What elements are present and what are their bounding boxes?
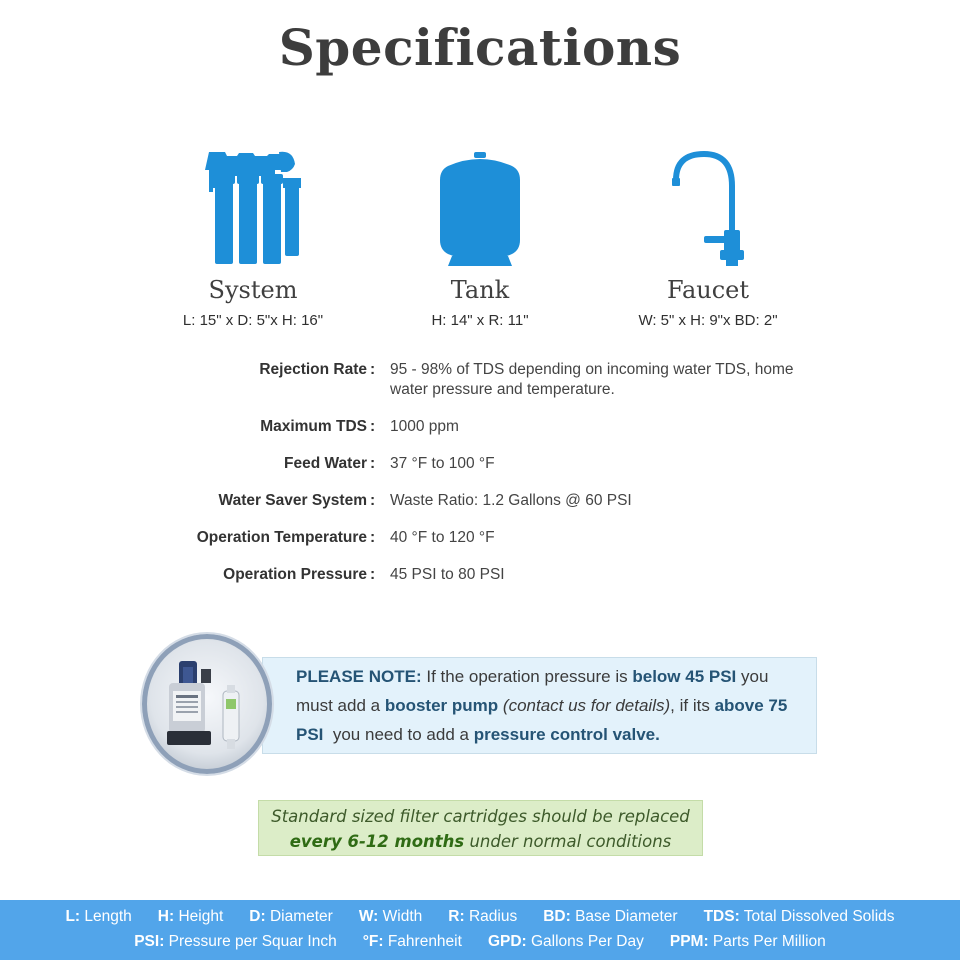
product-tank <box>350 140 610 329</box>
spec-label: Operation Pressure <box>223 566 367 583</box>
note-emphasis: booster pump <box>384 696 499 715</box>
spec-value: 1000 ppm <box>390 418 459 435</box>
legend-meaning: Base Diameter <box>570 908 678 925</box>
note-text-part: If the operation pressure is <box>421 667 633 686</box>
legend-key: TDS: <box>703 908 740 925</box>
legend-item <box>65 908 131 926</box>
spec-row <box>150 528 830 548</box>
legend-item <box>670 933 826 951</box>
product-name: System <box>208 276 298 304</box>
legend-meaning: Pressure per Squar Inch <box>164 933 337 950</box>
specs-table <box>150 360 830 602</box>
spec-value: 37 °F to 100 °F <box>390 455 495 472</box>
legend-item <box>158 908 223 926</box>
legend-meaning: Fahrenheit <box>383 933 462 950</box>
legend-item <box>134 933 336 951</box>
legend-meaning: Parts Per Million <box>708 933 826 950</box>
legend-meaning: Radius <box>464 908 518 925</box>
note-emphasis: above 75 PSI <box>296 696 788 744</box>
product-dimensions: L: 15" x D: 5"x H: 16" <box>182 312 324 329</box>
tank-icon <box>350 140 610 268</box>
legend-meaning: Width <box>378 908 423 925</box>
legend-key: °F: <box>362 933 384 950</box>
spec-colon: : <box>370 361 376 378</box>
legend-item <box>363 933 462 951</box>
spec-colon: : <box>370 455 376 472</box>
replacement-rest: under normal conditions <box>464 832 672 851</box>
note-lead: PLEASE NOTE: <box>296 667 422 686</box>
spec-label: Operation Temperature <box>196 529 367 546</box>
product-name: Tank <box>450 276 510 304</box>
legend-key: PPM: <box>669 933 709 950</box>
spec-row <box>150 565 830 585</box>
spec-label: Water Saver System <box>218 492 367 509</box>
product-faucet <box>578 140 838 329</box>
spec-colon: : <box>370 529 376 546</box>
legend-meaning: Height <box>174 908 224 925</box>
legend-item <box>543 908 677 926</box>
spec-colon: : <box>370 566 376 583</box>
booster-pump-image <box>142 634 272 774</box>
note-contact-hint: (contact us for details) <box>502 696 671 715</box>
spec-colon: : <box>370 418 376 435</box>
spec-value: 95 - 98% of TDS depending on incoming water TDS, home water pressure and temperature. <box>390 361 794 398</box>
legend-item <box>249 908 333 926</box>
legend-key: L: <box>65 908 81 925</box>
legend-key: R: <box>448 908 465 925</box>
spec-value: Waste Ratio: 1.2 Gallons @ 60 PSI <box>390 492 632 509</box>
legend-meaning: Diameter <box>265 908 333 925</box>
spec-label: Maximum TDS <box>260 418 367 435</box>
spec-colon: : <box>370 492 376 509</box>
legend-row <box>0 933 960 951</box>
pressure-note-text <box>296 662 808 749</box>
spec-row <box>150 491 830 511</box>
legend-key: H: <box>157 908 175 925</box>
spec-label: Feed Water <box>284 455 367 472</box>
spec-value: 45 PSI to 80 PSI <box>390 566 505 583</box>
replacement-interval: every 6-12 months <box>289 832 465 851</box>
filter-replacement-note <box>258 800 703 856</box>
spec-row <box>150 454 830 474</box>
product-name: Faucet <box>666 276 750 304</box>
note-emphasis: below 45 PSI <box>632 667 737 686</box>
legend-item <box>359 908 422 926</box>
spec-label: Rejection Rate <box>259 361 367 378</box>
page-title: Specifications <box>278 18 682 77</box>
ro-system-icon <box>123 140 383 268</box>
legend-item <box>448 908 517 926</box>
legend-meaning: Gallons Per Day <box>526 933 644 950</box>
legend-key: D: <box>249 908 266 925</box>
legend-item <box>704 908 895 926</box>
product-dimensions: W: 5" x H: 9"x BD: 2" <box>638 312 778 329</box>
faucet-icon <box>578 140 838 268</box>
legend-key: GPD: <box>487 933 527 950</box>
replacement-line-1: Standard sized filter cartridges should be replaced <box>271 807 690 826</box>
legend-key: W: <box>358 908 379 925</box>
abbreviation-legend <box>0 900 960 960</box>
legend-key: BD: <box>543 908 571 925</box>
legend-meaning: Total Dissolved Solids <box>739 908 895 925</box>
legend-key: PSI: <box>134 933 165 950</box>
note-text-part: you need to add a <box>323 725 474 744</box>
legend-item <box>488 933 644 951</box>
product-system <box>123 140 383 329</box>
spec-row <box>150 360 830 400</box>
spec-row <box>150 417 830 437</box>
spec-value: 40 °F to 120 °F <box>390 529 495 546</box>
product-dimensions: H: 14" x R: 11" <box>431 312 529 329</box>
legend-row <box>0 908 960 926</box>
legend-meaning: Length <box>80 908 132 925</box>
replacement-line-2 <box>259 829 702 854</box>
note-emphasis: pressure control valve. <box>473 725 660 744</box>
note-text-part: , if its <box>670 696 715 715</box>
note-text-part: you must add a <box>296 667 769 715</box>
